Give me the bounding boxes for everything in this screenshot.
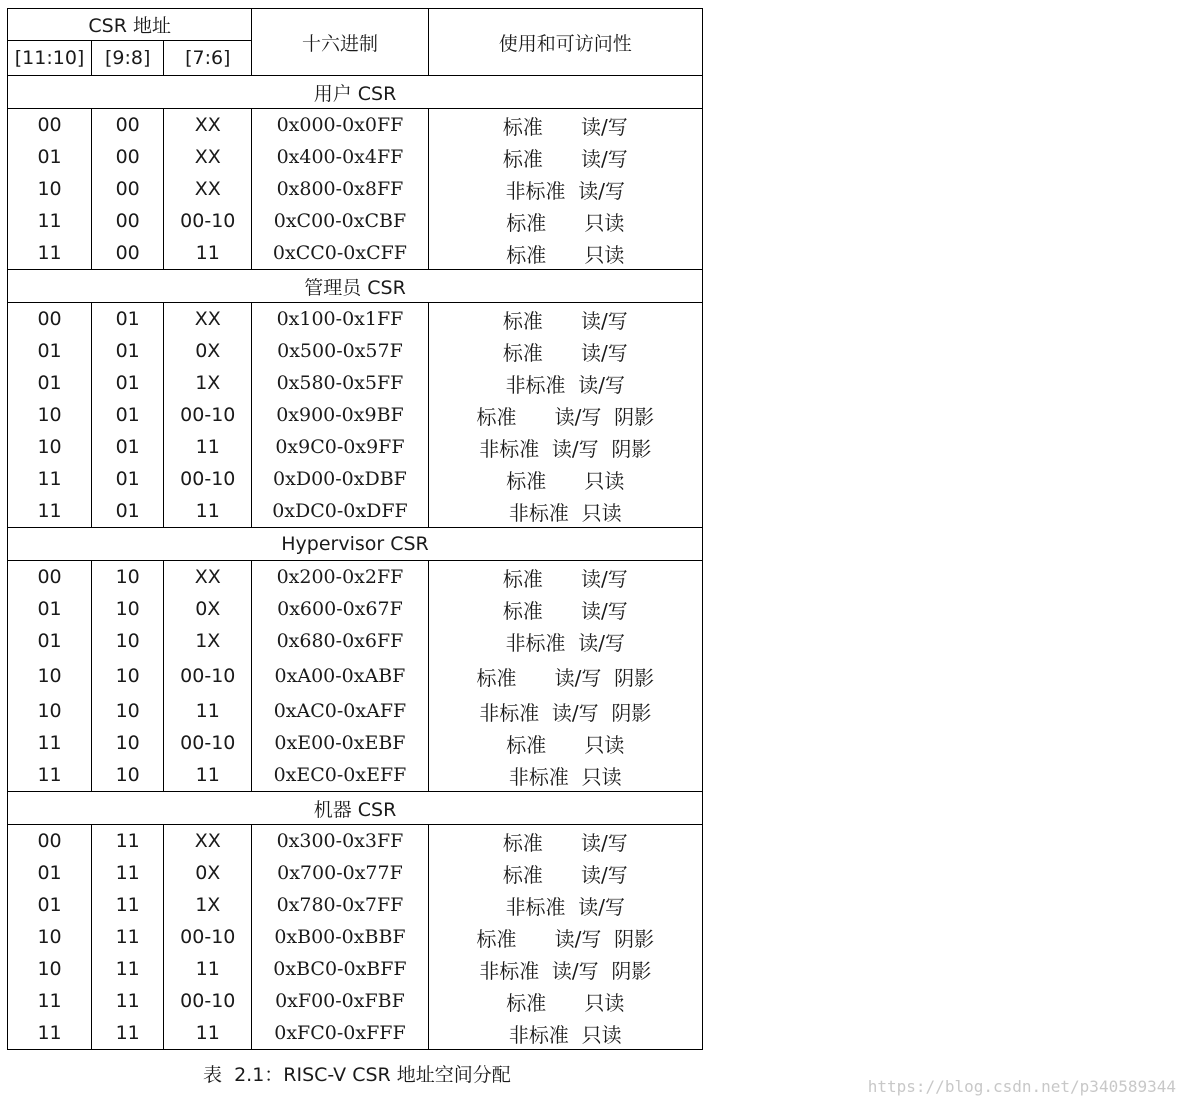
cell-bits-9-8: 01 [92, 335, 164, 367]
cell-bits-9-8: 10 [92, 657, 164, 695]
cell-bits-7-6: 11 [164, 495, 252, 528]
cell-bits-11-10: 10 [8, 921, 92, 953]
cell-access: 非标准 读/写 [428, 889, 702, 921]
table-row [8, 367, 703, 399]
header-bits-9-8: [9:8] [92, 41, 164, 76]
cell-bits-7-6: XX [164, 173, 252, 205]
cell-hex-range: 0x500-0x57F [252, 335, 428, 367]
cell-bits-11-10: 01 [8, 625, 92, 657]
cell-hex-range: 0x900-0x9BF [252, 399, 428, 431]
cell-bits-9-8: 00 [92, 109, 164, 142]
cell-bits-7-6: 00-10 [164, 921, 252, 953]
cell-bits-9-8: 10 [92, 561, 164, 594]
cell-access: 标准 读/写 [428, 303, 702, 336]
cell-bits-9-8: 10 [92, 759, 164, 792]
cell-bits-9-8: 11 [92, 825, 164, 858]
table-row [8, 561, 703, 594]
cell-bits-7-6: 11 [164, 759, 252, 792]
table-row [8, 1017, 703, 1050]
table-row [8, 985, 703, 1017]
cell-bits-11-10: 11 [8, 495, 92, 528]
cell-bits-9-8: 01 [92, 495, 164, 528]
cell-bits-9-8: 01 [92, 463, 164, 495]
cell-access: 非标准 只读 [428, 759, 702, 792]
cell-bits-11-10: 11 [8, 237, 92, 270]
cell-access: 标准 读/写 [428, 335, 702, 367]
cell-bits-11-10: 11 [8, 985, 92, 1017]
cell-bits-11-10: 01 [8, 593, 92, 625]
cell-bits-11-10: 11 [8, 727, 92, 759]
cell-access: 标准 读/写 [428, 141, 702, 173]
table-row [8, 825, 703, 858]
cell-hex-range: 0x780-0x7FF [252, 889, 428, 921]
cell-bits-11-10: 10 [8, 657, 92, 695]
cell-bits-9-8: 01 [92, 399, 164, 431]
cell-hex-range: 0xB00-0xBBF [252, 921, 428, 953]
cell-bits-7-6: 00-10 [164, 205, 252, 237]
cell-bits-9-8: 10 [92, 727, 164, 759]
table-row [8, 237, 703, 270]
cell-bits-9-8: 11 [92, 953, 164, 985]
table-row [8, 463, 703, 495]
cell-hex-range: 0x680-0x6FF [252, 625, 428, 657]
cell-bits-11-10: 11 [8, 205, 92, 237]
cell-bits-11-10: 10 [8, 953, 92, 985]
cell-hex-range: 0x700-0x77F [252, 857, 428, 889]
cell-bits-7-6: 0X [164, 857, 252, 889]
cell-bits-11-10: 00 [8, 303, 92, 336]
cell-bits-11-10: 10 [8, 431, 92, 463]
cell-bits-7-6: 1X [164, 889, 252, 921]
cell-bits-11-10: 00 [8, 825, 92, 858]
cell-hex-range: 0x000-0x0FF [252, 109, 428, 142]
cell-bits-7-6: 00-10 [164, 463, 252, 495]
cell-hex-range: 0xCC0-0xCFF [252, 237, 428, 270]
cell-bits-7-6: XX [164, 109, 252, 142]
cell-hex-range: 0xBC0-0xBFF [252, 953, 428, 985]
cell-hex-range: 0xAC0-0xAFF [252, 695, 428, 727]
cell-bits-11-10: 00 [8, 109, 92, 142]
cell-bits-11-10: 10 [8, 399, 92, 431]
section-header-row [8, 792, 703, 825]
cell-access: 标准 读/写 [428, 825, 702, 858]
cell-bits-9-8: 11 [92, 921, 164, 953]
cell-bits-7-6: 1X [164, 367, 252, 399]
csr-address-table [7, 8, 703, 1050]
table-row [8, 953, 703, 985]
cell-hex-range: 0x9C0-0x9FF [252, 431, 428, 463]
table-row [8, 625, 703, 657]
cell-bits-7-6: 00-10 [164, 399, 252, 431]
table-row [8, 593, 703, 625]
cell-access: 非标准 读/写 阴影 [428, 953, 702, 985]
cell-access: 标准 读/写 阴影 [428, 921, 702, 953]
cell-bits-7-6: 11 [164, 953, 252, 985]
cell-bits-7-6: 11 [164, 695, 252, 727]
cell-bits-7-6: 00-10 [164, 985, 252, 1017]
cell-access: 非标准 只读 [428, 1017, 702, 1050]
cell-hex-range: 0xF00-0xFBF [252, 985, 428, 1017]
cell-bits-9-8: 10 [92, 625, 164, 657]
cell-bits-11-10: 01 [8, 857, 92, 889]
cell-access: 标准 只读 [428, 985, 702, 1017]
cell-bits-7-6: 00-10 [164, 727, 252, 759]
cell-access: 标准 只读 [428, 727, 702, 759]
table-row [8, 495, 703, 528]
table-row [8, 695, 703, 727]
cell-bits-9-8: 11 [92, 1017, 164, 1050]
header-row-top [8, 9, 703, 41]
cell-bits-9-8: 11 [92, 889, 164, 921]
table-row [8, 657, 703, 695]
cell-hex-range: 0x300-0x3FF [252, 825, 428, 858]
cell-bits-11-10: 10 [8, 173, 92, 205]
cell-bits-9-8: 11 [92, 857, 164, 889]
cell-bits-9-8: 01 [92, 431, 164, 463]
cell-access: 标准 只读 [428, 463, 702, 495]
section-header-row [8, 528, 703, 561]
table-row [8, 399, 703, 431]
cell-bits-7-6: 00-10 [164, 657, 252, 695]
table-row [8, 173, 703, 205]
section-header-row [8, 76, 703, 109]
cell-access: 非标准 读/写 [428, 625, 702, 657]
cell-access: 标准 只读 [428, 237, 702, 270]
cell-access: 标准 读/写 [428, 593, 702, 625]
cell-bits-7-6: 11 [164, 1017, 252, 1050]
cell-hex-range: 0x400-0x4FF [252, 141, 428, 173]
cell-access: 非标准 读/写 阴影 [428, 695, 702, 727]
cell-bits-9-8: 00 [92, 141, 164, 173]
cell-access: 标准 读/写 阴影 [428, 657, 702, 695]
cell-hex-range: 0xDC0-0xDFF [252, 495, 428, 528]
cell-access: 标准 只读 [428, 205, 702, 237]
cell-bits-11-10: 01 [8, 141, 92, 173]
cell-bits-11-10: 00 [8, 561, 92, 594]
cell-bits-9-8: 01 [92, 303, 164, 336]
cell-bits-9-8: 00 [92, 237, 164, 270]
cell-bits-9-8: 00 [92, 205, 164, 237]
cell-access: 标准 读/写 阴影 [428, 399, 702, 431]
table-row [8, 303, 703, 336]
cell-hex-range: 0xE00-0xEBF [252, 727, 428, 759]
table-row [8, 205, 703, 237]
table-row [8, 889, 703, 921]
cell-bits-7-6: 0X [164, 593, 252, 625]
cell-bits-7-6: XX [164, 141, 252, 173]
table-row [8, 921, 703, 953]
cell-hex-range: 0x100-0x1FF [252, 303, 428, 336]
cell-hex-range: 0xC00-0xCBF [252, 205, 428, 237]
cell-bits-11-10: 01 [8, 367, 92, 399]
cell-access: 标准 读/写 [428, 109, 702, 142]
header-hex: 十六进制 [252, 9, 428, 76]
cell-bits-7-6: XX [164, 561, 252, 594]
table-row [8, 759, 703, 792]
cell-access: 非标准 只读 [428, 495, 702, 528]
cell-hex-range: 0xA00-0xABF [252, 657, 428, 695]
section-title: 管理员 CSR [8, 270, 703, 303]
table-row [8, 857, 703, 889]
cell-access: 标准 读/写 [428, 857, 702, 889]
cell-bits-7-6: 11 [164, 431, 252, 463]
section-title: 用户 CSR [8, 76, 703, 109]
table-row [8, 727, 703, 759]
cell-access: 非标准 读/写 阴影 [428, 431, 702, 463]
cell-bits-9-8: 00 [92, 173, 164, 205]
table-row [8, 141, 703, 173]
cell-bits-11-10: 01 [8, 889, 92, 921]
cell-bits-9-8: 10 [92, 593, 164, 625]
cell-bits-9-8: 01 [92, 367, 164, 399]
cell-access: 非标准 读/写 [428, 173, 702, 205]
header-bits-11-10: [11:10] [8, 41, 92, 76]
cell-bits-7-6: 0X [164, 335, 252, 367]
header-csr-address: CSR 地址 [8, 9, 252, 41]
cell-bits-7-6: 1X [164, 625, 252, 657]
table-row [8, 109, 703, 142]
cell-bits-7-6: XX [164, 303, 252, 336]
cell-hex-range: 0xD00-0xDBF [252, 463, 428, 495]
watermark-url: https://blog.csdn.net/p340589344 [867, 1077, 1176, 1096]
cell-hex-range: 0x600-0x67F [252, 593, 428, 625]
cell-hex-range: 0x200-0x2FF [252, 561, 428, 594]
cell-hex-range: 0x800-0x8FF [252, 173, 428, 205]
cell-bits-9-8: 10 [92, 695, 164, 727]
header-bits-7-6: [7:6] [164, 41, 252, 76]
table-row [8, 431, 703, 463]
cell-bits-7-6: 11 [164, 237, 252, 270]
cell-access: 非标准 读/写 [428, 367, 702, 399]
section-title: 机器 CSR [8, 792, 703, 825]
cell-bits-11-10: 11 [8, 463, 92, 495]
header-usage: 使用和可访问性 [428, 9, 702, 76]
cell-hex-range: 0x580-0x5FF [252, 367, 428, 399]
cell-bits-11-10: 10 [8, 695, 92, 727]
table-row [8, 335, 703, 367]
cell-hex-range: 0xFC0-0xFFF [252, 1017, 428, 1050]
cell-bits-9-8: 11 [92, 985, 164, 1017]
section-title: Hypervisor CSR [8, 528, 703, 561]
cell-bits-11-10: 11 [8, 759, 92, 792]
table-caption: 表 2.1：RISC-V CSR 地址空间分配 [203, 1064, 511, 1086]
cell-hex-range: 0xEC0-0xEFF [252, 759, 428, 792]
cell-bits-7-6: XX [164, 825, 252, 858]
cell-bits-11-10: 11 [8, 1017, 92, 1050]
cell-bits-11-10: 01 [8, 335, 92, 367]
section-header-row [8, 270, 703, 303]
cell-access: 标准 读/写 [428, 561, 702, 594]
